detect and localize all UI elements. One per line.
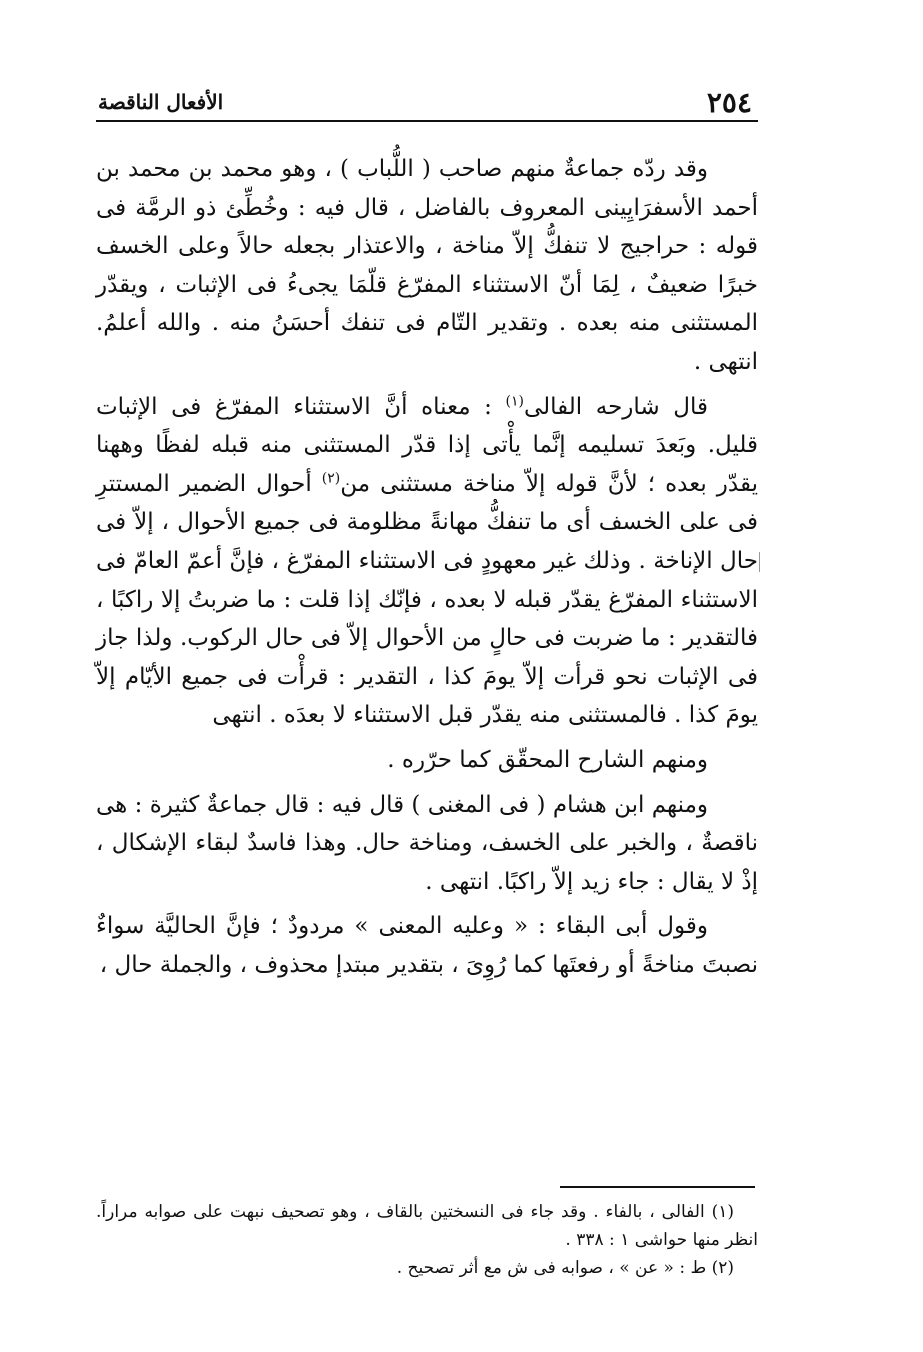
paragraph-3: ومنهم الشارح المحقّق كما حرّره .: [387, 746, 708, 773]
main-text: [96, 150, 758, 984]
footnote-rule: [560, 1186, 755, 1188]
page-header: [96, 84, 758, 122]
footnote-ref-1[interactable]: (١): [505, 392, 524, 409]
paragraph-2-lead: قال شارحه الفالى: [523, 393, 708, 420]
paragraph-1: وقد ردّه جماعةٌ منهم صاحب ( اللُّباب ) ، وهو محمد بن محمد بن أحمد الأسفرَايِينى المعروف بالفاضل ، قال فيه : وخُطِّئ ذو الرمَّة فى قوله : حراجيج لا تنفكُّ إلاّ مناخة ، والاعتذار بجعله حالاً وعلى الخسف خبرًا ضعيفٌ ، لِمَا أنّ الاستثناء المفرّغ قلّمَا يجىءُ فى الإثبات ، ويقدّر المستثنى منه بعده . وتقدير التّام فى تنفك أحسَنُ منه . والله أعلمُ. انتهى .: [96, 156, 758, 375]
footnote-2: (٢) ط : « عن » ، صوابه فى ش مع أثر تصحيح .: [396, 1258, 734, 1278]
paragraph-2-rest: : معناه أنَّ الاستثناء المفرّغ فى الإثبات قليل.: [96, 393, 758, 459]
paragraph-2: [96, 388, 758, 735]
footnote-ref-2[interactable]: (٢): [321, 470, 341, 487]
running-title: الأفعال الناقصة: [98, 90, 224, 114]
paragraph-5: وقول أبى البقاء : « وعليه المعنى » مردودٌ ؛ فإنَّ الحاليَّة سواءٌ نصبتَ مناخةً أو رفعتَها كما رُوِىَ ، بتقدير مبتدإ محذوف ، والجملة حال ،: [96, 913, 758, 978]
footnotes: [96, 1198, 758, 1282]
header-rule: [96, 120, 758, 122]
paragraph-2-continued-a: وبَعدَ تسليمه إنَّما يأْتى إذا قدّر المستثنى منه قبله لفظًا وههنا يقدّر بعده ؛ لأنَّ قوله إلاّ مناخة مستثنى من: [96, 432, 758, 497]
paragraph-4: ومنهم ابن هشام ( فى المغنى ) قال فيه : قال جماعةٌ كثيرة : هى ناقصةٌ ، والخبر على الخسف، ومناخة حال. وهذا فاسدٌ لبقاء الإشكال ، إذْ لا يقال : جاء زيد إلاّ راكبًا. انتهى .: [96, 791, 758, 895]
footnote-1: (١) الفالى ، بالفاء . وقد جاء فى النسختين بالقاف ، وهو تصحيف نبهت على صوابه مراراً. انظر منها حواشى ١ : ٣٣٨ .: [96, 1202, 758, 1250]
paragraph-2-continued-b: أحوال الضمير المستترِ فى على الخسف أى ما تنفكُّ مهانةً مظلومة فى جميع الأحوال ، إلاّ فى حال الإناخة . وذلك غير معهودٍ فى الاستثناء المفرّغ ، فإنَّ أعمّ العامّ فى الاستثناء المفرّغ يقدّر قبله لا بعده ، فإنّك إذا قلت : ما ضربتُ إلا راكبًا ، فالتقدير : ما ضربت فى حالٍ من الأحوال إلاّ فى حال الركوب. ولذا جاز فى الإثبات نحو قرأت إلاّ يومَ كذا ، التقدير : قرأْت فى جميع الأيّام إلاّ يومَ كذا . فالمستثنى منه يقدّر قبل الاستثناء لا بعدَه . انتهى: [96, 470, 758, 729]
page-number: ٢٥٤: [706, 86, 752, 119]
scan-margin-mark: [759, 552, 772, 572]
